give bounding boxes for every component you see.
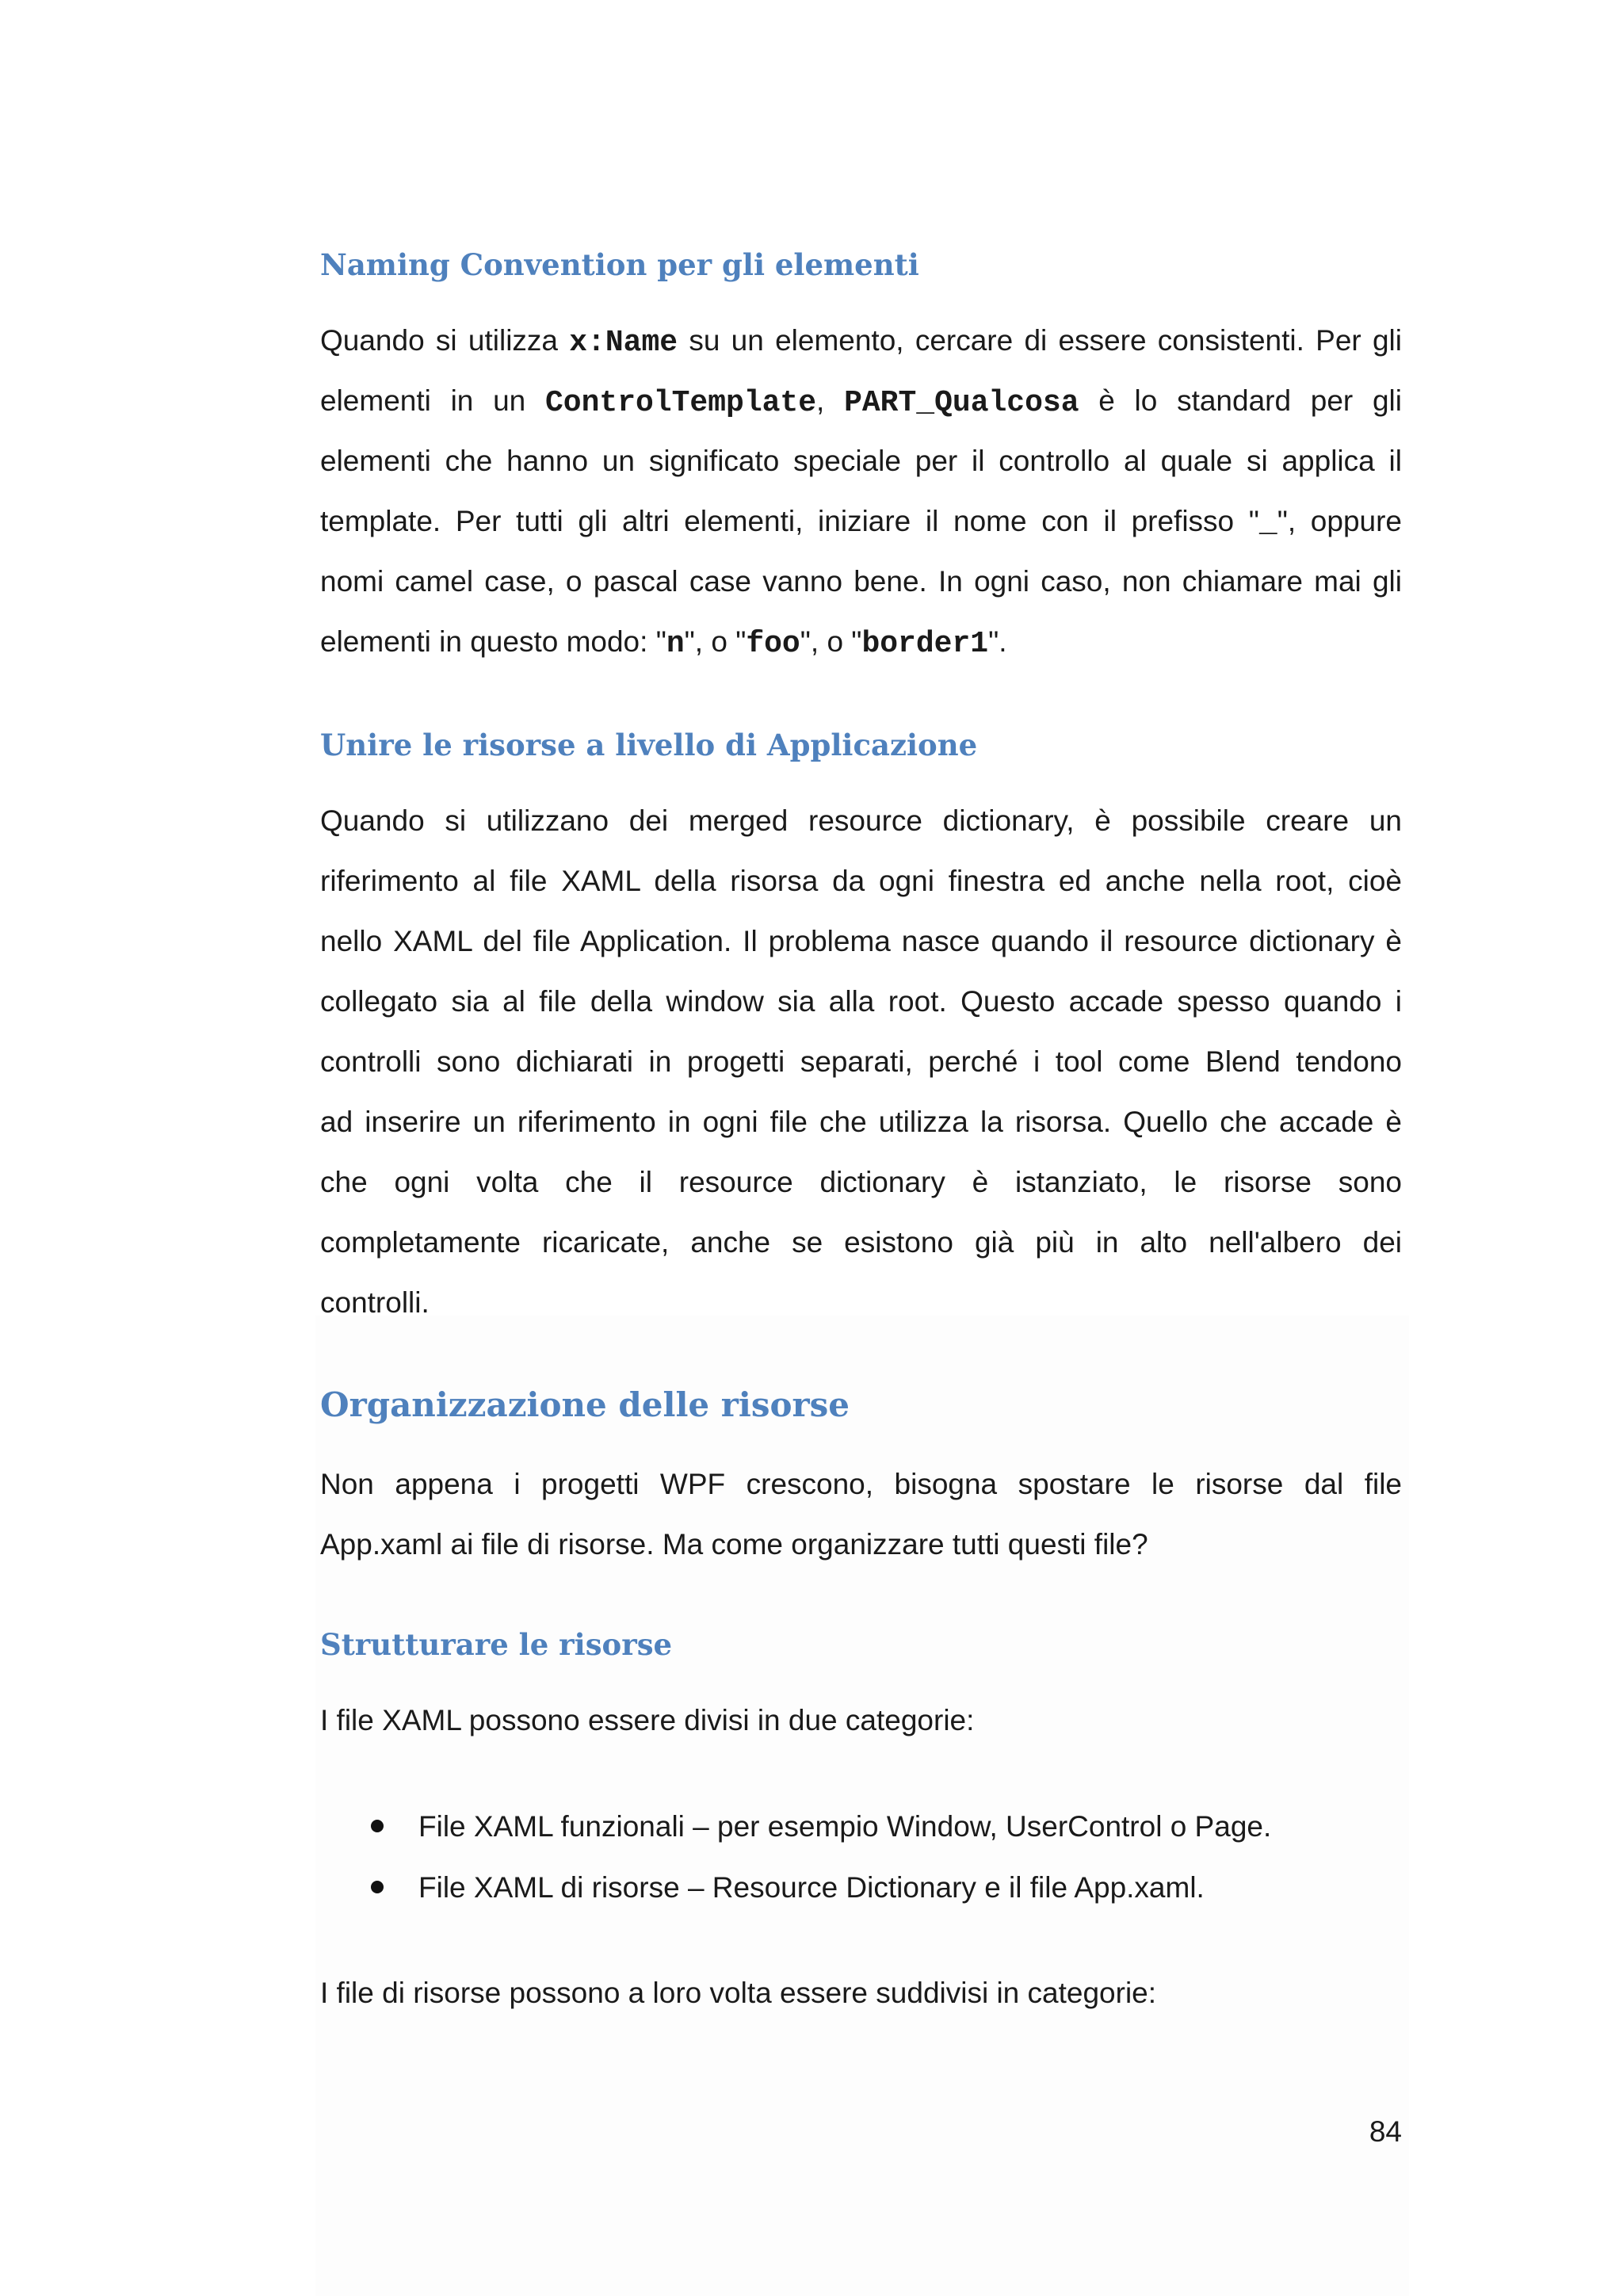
code-x-name: x:Name — [569, 326, 678, 360]
text-line: I file XAML possono essere divisi in due categorie: — [320, 1704, 975, 1736]
text-line: I file di risorse possono a loro volta essere suddivisi in categorie: — [320, 1977, 1157, 2009]
code-control-template: ControlTemplate — [544, 386, 817, 420]
text-line: nello XAML del file Application. Il problema nasce quando il resource dictionary è — [320, 925, 1402, 957]
text-line: riferimento al file XAML della risorsa da ogni finestra ed anche nella root, cioè — [320, 865, 1402, 897]
code-underscore: _ — [1258, 506, 1277, 541]
text-line: nomi camel case, o pascal case vanno bene. In ogni caso, non chiamare mai gli — [320, 565, 1402, 598]
text-line: App.xaml ai file di risorse. Ma come organizzare tutti questi file? — [320, 1528, 1148, 1561]
heading-naming-convention: Naming Convention per gli elementi — [320, 247, 919, 282]
paragraph-organizzazione-risorse — [320, 1454, 1402, 1575]
bullet-dot-icon — [371, 1820, 384, 1832]
text-line: template. Per tutti gli altri elementi, iniziare il nome con il prefisso "_", oppure — [320, 505, 1403, 541]
text-line: Non appena i progetti WPF crescono, bisogna spostare le risorse dal file — [320, 1468, 1402, 1500]
text-line: controlli. — [320, 1286, 430, 1319]
paragraph-strutturare-intro — [320, 1690, 1402, 1751]
document-page — [320, 0, 1402, 2296]
text-line: Quando si utilizzano dei merged resource dictionary, è possibile creare un — [320, 804, 1402, 837]
text-line: elementi in un ControlTemplate, PART_Qualcosa è lo standard per gli — [320, 384, 1402, 420]
text-line: controlli sono dichiarati in progetti separati, perché i tool come Blend tendono — [320, 1045, 1402, 1078]
code-n: n — [666, 627, 685, 661]
list-item: File XAML di risorse – Resource Dictionary e il file App.xaml. — [320, 1857, 1402, 1918]
text-line: elementi che hanno un significato speciale per il controllo al quale si applica il — [320, 445, 1402, 477]
heading-strutturare-risorse: Strutturare le risorse — [320, 1627, 673, 1662]
paragraph-unire-risorse — [320, 791, 1402, 1333]
text-line: Quando si utilizza x:Name su un elemento, cercare di essere consistenti. Per gli — [320, 324, 1402, 360]
text-line: che ogni volta che il resource dictionary è istanziato, le risorse sono — [320, 1166, 1402, 1198]
code-foo: foo — [746, 627, 800, 661]
bullet-list — [320, 1796, 1402, 1918]
text-line: collegato sia al file della window sia alla root. Questo accade spesso quando i — [320, 985, 1402, 1018]
text-line: ad inserire un riferimento in ogni file che utilizza la risorsa. Quello che accade è — [320, 1106, 1402, 1138]
heading-unire-risorse: Unire le risorse a livello di Applicazione — [320, 728, 978, 762]
paragraph-naming-convention — [320, 311, 1402, 672]
text-line: elementi in questo modo: "n", o "foo", o "border1". — [320, 625, 1007, 661]
bullet-dot-icon — [371, 1881, 384, 1893]
paragraph-strutturare-outro — [320, 1963, 1402, 2023]
page-number: 84 — [1369, 2115, 1402, 2148]
code-part-qualcosa: PART_Qualcosa — [844, 386, 1079, 420]
heading-organizzazione-risorse: Organizzazione delle risorse — [320, 1385, 850, 1424]
text-line: completamente ricaricate, anche se esistono già più in alto nell'albero dei — [320, 1226, 1402, 1259]
list-item: File XAML funzionali – per esempio Window, UserControl o Page. — [320, 1796, 1402, 1857]
code-border1: border1 — [861, 627, 989, 661]
